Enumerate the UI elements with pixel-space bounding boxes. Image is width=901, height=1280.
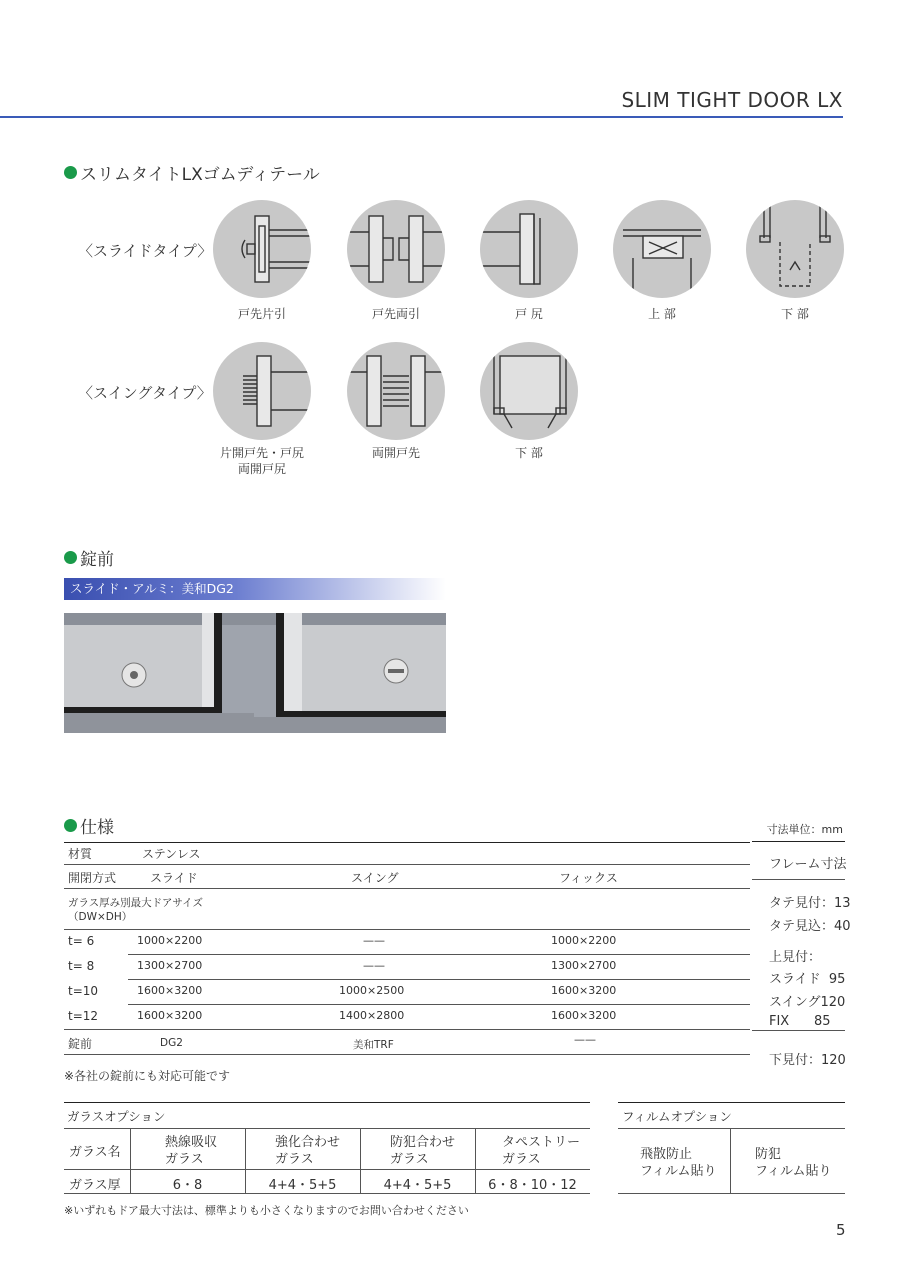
t8-slide: 1300×2700 [137,959,203,972]
caption-slide-1: 戸先片引 [237,307,286,321]
t6-slide: 1000×2200 [137,934,203,947]
spec-rule [64,888,750,889]
document-title: SLIM TIGHT DOOR LX [621,88,843,112]
frame-rule [752,1030,845,1031]
t8-swing: —— [363,959,385,972]
open-type-slide: スライド [150,871,198,885]
open-type-fix: フィックス [559,871,618,885]
lock-photo-left [64,613,254,733]
t10-fix: 1600×3200 [551,984,617,997]
detail-circle-swing-3 [480,342,578,440]
glass-rule [64,1169,590,1170]
caption-swing-2: 両開戸先 [371,446,420,460]
glass-thick-1: 6・8 [172,1178,203,1193]
detail-circle-slide-2 [347,200,445,298]
film-col-rule [730,1128,731,1193]
glass-name-label: ガラス名 [69,1145,121,1160]
glass-col-4-name1: タペストリー [502,1135,581,1150]
bullet-dot-icon [64,551,77,564]
glass-rule [64,1128,590,1129]
caption-slide-5: 下 部 [781,307,809,321]
caption-swing-1-line2: 両開戸尻 [237,462,286,476]
spec-rule [128,1004,750,1005]
thickness-t10: t=10 [68,984,99,998]
lock-slide: DG2 [160,1037,183,1049]
section-lock-heading [64,545,114,570]
section-spec-title: 仕様 [80,818,114,838]
glass-size-label-2: （DW×DH） [68,911,133,923]
spec-rule [128,979,750,980]
glass-option-title: ガラスオプション [67,1109,166,1124]
lock-photo-right [254,613,446,733]
detail-circle-slide-1 [213,200,311,298]
section-detail-heading [64,160,320,185]
film-col-2 [755,1146,831,1180]
caption-swing-3: 下 部 [515,446,543,460]
caption-slide-3: 戸 尻 [515,307,543,321]
film-option-title: フィルムオプション [622,1109,732,1124]
film-col-1 [640,1146,716,1180]
frame-rule [752,879,845,880]
footnote: ※いずれもドア最大寸法は、標準よりも小さくなりますのでお問い合わせください [64,1204,469,1217]
glass-rule [64,1193,590,1194]
spec-rule [64,864,750,865]
film-rule [618,1128,845,1129]
spec-rule [64,929,750,930]
detail-circle-swing-1 [213,342,311,440]
caption-slide-4: 上 部 [648,307,676,321]
swing-type-label: 〈スイングタイプ〉 [78,384,212,402]
t12-swing: 1400×2800 [339,1009,405,1022]
detail-circle-slide-3 [480,200,578,298]
thickness-t12: t=12 [68,1009,99,1023]
frame-rule-top [752,841,845,842]
t6-fix: 1000×2200 [551,934,617,947]
spec-rule [128,954,750,955]
glass-col-2 [275,1134,340,1168]
frame-l3: 上見付： [769,950,822,965]
glass-col-4 [502,1134,580,1168]
frame-l7: 下見付：120 [769,1053,846,1068]
glass-thick-label: ガラス厚 [69,1178,121,1193]
detail-circle-slide-4 [613,200,711,298]
bullet-dot-icon [64,166,77,179]
film-col-1-line2: フィルム貼り [640,1164,717,1179]
bullet-dot-icon [64,819,77,832]
t8-fix: 1300×2700 [551,959,617,972]
section-lock-title: 錠前 [80,550,114,570]
t10-swing: 1000×2500 [339,984,405,997]
frame-l5: スイング120 [769,995,846,1010]
lock-banner-text: スライド・アルミ：美和DG2 [70,581,234,596]
glass-col-1 [165,1134,217,1168]
page-number: 5 [836,1221,846,1239]
film-col-2-line1: 防犯 [755,1147,782,1162]
glass-col-1-name2: ガラス [165,1152,204,1167]
glass-col-3-name2: ガラス [390,1152,429,1167]
thickness-t8: t= 8 [68,959,95,973]
caption-swing-1 [202,445,322,477]
detail-circle-swing-2 [347,342,445,440]
material-value: ステンレス [142,847,201,861]
film-col-1-line1: 飛散防止 [640,1147,693,1162]
spec-rule [64,1054,750,1055]
glass-col-2-name1: 強化合わせ [275,1135,341,1150]
t10-slide: 1600×3200 [137,984,203,997]
material-label: 材質 [68,847,93,861]
t12-slide: 1600×3200 [137,1009,203,1022]
open-type-swing: スイング [351,871,399,885]
t6-swing: —— [363,934,385,947]
caption-slide-2: 戸先両引 [371,307,420,321]
thickness-t6: t= 6 [68,934,95,948]
section-spec-heading [64,813,114,838]
glass-size-label-1: ガラス厚み別最大ドアサイズ [68,897,204,909]
lock-banner [64,578,446,600]
glass-rule-top [64,1102,590,1103]
section-detail-title: スリムタイトLXゴムディテール [80,165,320,185]
frame-l6: FIX 85 [769,1014,831,1029]
t12-fix: 1600×3200 [551,1009,617,1022]
spec-rule [64,1029,750,1030]
open-label: 開閉方式 [68,871,117,885]
lock-fix: —— [574,1033,596,1046]
film-col-2-line2: フィルム貼り [755,1164,832,1179]
glass-col-4-name2: ガラス [502,1152,541,1167]
film-rule [618,1193,845,1194]
frame-l2: タテ見込：40 [769,919,851,934]
glass-thick-3: 4+4・5+5 [383,1178,452,1193]
frame-l1: タテ見付：13 [769,896,851,911]
detail-circle-slide-5 [746,200,844,298]
slide-type-label: 〈スライドタイプ〉 [78,242,213,260]
glass-col-3-name1: 防犯合わせ [390,1135,456,1150]
glass-thick-4: 6・8・10・12 [488,1178,577,1193]
glass-col-2-name2: ガラス [275,1152,314,1167]
spec-rule-top [64,842,750,843]
header-rule [0,116,843,118]
lock-note: ※各社の錠前にも対応可能です [64,1069,231,1083]
caption-swing-1-line1: 片開戸先・戸尻 [219,446,304,460]
glass-col-1-name1: 熱線吸収 [165,1135,218,1150]
glass-col-3 [390,1134,455,1168]
glass-thick-2: 4+4・5+5 [268,1178,337,1193]
film-rule-top [618,1102,845,1103]
lock-label: 錠前 [68,1037,93,1051]
unit-note: 寸法単位：mm [766,823,843,836]
frame-title: フレーム寸法 [769,857,847,872]
lock-swing: 美和TRF [353,1039,394,1051]
frame-l4: スライド 95 [769,972,846,987]
